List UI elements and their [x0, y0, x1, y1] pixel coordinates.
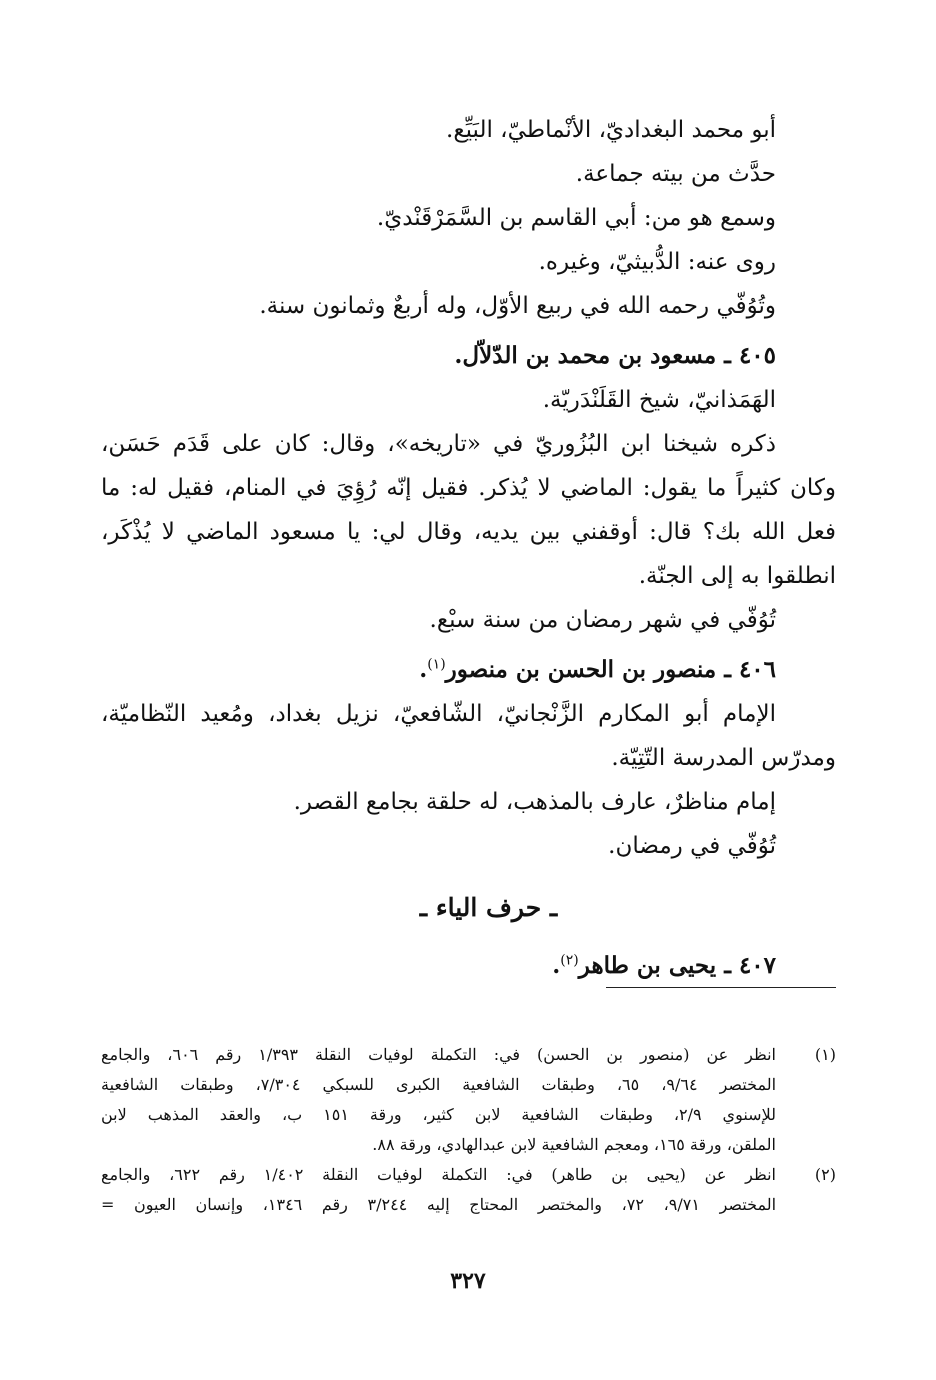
footnote-1 [101, 1040, 836, 1160]
footnote-line: المختصر ٩/٧١، ٧٢، والمختصر المحتاج إليه ٣/٢٤٤ رقم ١٣٤٦، وإنسان العيون = [101, 1195, 776, 1214]
entry-406-line: إمام مناظرٌ، عارف بالمذهب، له حلقة بجامع القصر. [293, 789, 776, 815]
entry-405-para-line: انطلقوا به إلى الجنّة. [638, 563, 836, 589]
footnote-line: انظر عن (منصور بن الحسن) في: التكملة لوفيات النقلة ١/٣٩٣ رقم ٦٠٦، والجامع [101, 1045, 776, 1064]
footnote-text [101, 1040, 776, 1160]
intro-line: وسمع هو من: أبي القاسم بن السَّمَرْقَنْديّ. [376, 205, 776, 231]
entry-406-heading [101, 648, 836, 692]
footnote-line: الملقن، ورقة ١٦٥، ومعجم الشافعية لابن عبدالهادي، ورقة ٨٨. [372, 1135, 776, 1154]
entry-406-para-line: الإمام أبو المكارم الزَّنْجانيّ، الشّافعيّ، نزيل بغداد، ومُعيد النّظاميّة، [101, 701, 776, 727]
intro-line: حدَّث من بيته جماعة. [575, 161, 776, 187]
entry-407-heading-text: ٤٠٧ ـ يحيى بن طاهر [578, 952, 776, 979]
footnote-ref-1[interactable]: (١) [427, 656, 446, 673]
entry-406-heading-text: ٤٠٦ ـ منصور بن الحسن بن منصور [445, 656, 776, 683]
entry-407-heading [101, 944, 836, 988]
footnote-line: للإسنوي ٢/٩، وطبقات الشافعية لابن كثير، ورقة ١٥١ ب، والعقد المذهب لابن [101, 1105, 776, 1124]
entry-405-para-line: ذكره شيخنا ابن البُزُوريّ في «تاريخه»، وقال: كان على قَدَم حَسَن، [101, 431, 776, 457]
entry-405-para-line: وكان كثيراً ما يقول: الماضي لا يُذكر. فقيل إنّه رُؤِيَ في المنام، فقيل له: ما [101, 475, 836, 501]
footnote-2 [101, 1160, 836, 1220]
intro-line: أبو محمد البغداديّ، الأنْماطيّ، البَيِّع. [446, 117, 776, 143]
entry-406-death: تُوُفّي في رمضان. [608, 833, 776, 859]
entry-405-death: تُوُفّي في شهر رمضان من سنة سبْع. [429, 607, 776, 633]
footnote-number: (٢) [814, 1165, 836, 1184]
footnote-divider [606, 987, 836, 988]
entry-405-para-line: فعل الله بك؟ قال: أوقفني بين يديه، وقال لي: يا مسعود الماضي لا يُذْكَر، [101, 519, 836, 545]
entry-406-para-line: ومدرّس المدرسة التّتِيّة. [611, 745, 836, 771]
entry-406-heading-end: . [419, 656, 428, 683]
entry-405-heading: ٤٠٥ ـ مسعود بن محمد بن الدّلاّل. [454, 342, 776, 369]
entry-405-line: الهَمَذانيّ، شيخ القَلَنْدَريّة. [542, 387, 776, 413]
footnote-line: انظر عن (يحيى بن طاهر) في: التكملة لوفيات النقلة ١/٤٠٢ رقم ٦٢٢، والجامع [101, 1165, 776, 1184]
intro-line: روى عنه: الدُّبيثيّ، وغيره. [538, 249, 776, 275]
footnote-text [101, 1160, 776, 1220]
footnote-number: (١) [814, 1045, 836, 1064]
footnote-line: المختصر ٩/٦٤، ٦٥، وطبقات الشافعية الكبرى للسبكي ٧/٣٠٤، وطبقات الشافعية [101, 1075, 776, 1094]
intro-line: وتُوُفّي رحمه الله في ربيع الأوّل، وله أربعٌ وثمانون سنة. [259, 293, 776, 319]
footnotes [101, 1040, 836, 1220]
section-title: ـ حرف الياء ـ [419, 893, 558, 922]
footnote-ref-2[interactable]: (٢) [560, 952, 579, 969]
entry-407-heading-end: . [552, 952, 561, 979]
main-text [101, 108, 836, 988]
page-number: ٣٢٧ [450, 1268, 486, 1294]
